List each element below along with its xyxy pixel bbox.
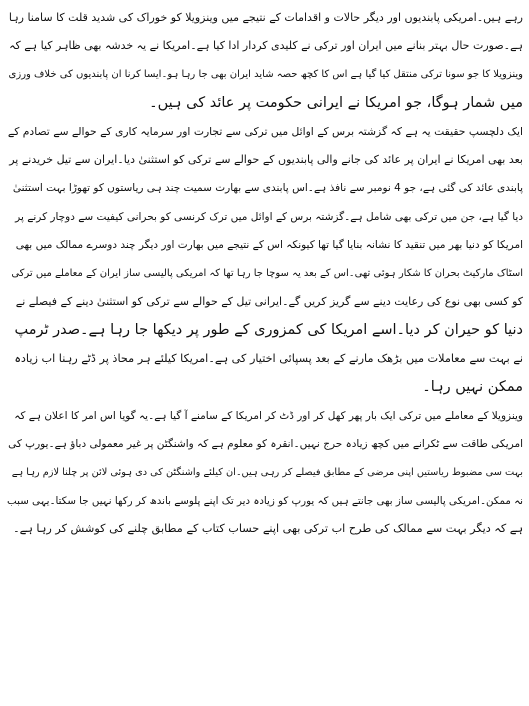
paragraph-1 [6,4,523,118]
text-line: بہت سی مضبوط ریاستیں اپنی مرضی کے مطابق فیصلے کر رہی ہیں۔ان کیلئے واشنگٹن کی دی ہوئی لائن پر چلنا لازم رہا ہے [11,466,523,478]
text-line: ہے۔صورت حال بہتر بنانے میں ایران اور ترکی نے کلیدی کردار ادا کیا ہے۔امریکا نے یہ خدشہ بھی ظاہر کیا ہے کہ [9,39,523,53]
article-body [6,4,523,702]
text-line: نے بہت سے معاملات میں بڑھک مارنے کے بعد پسپائی اختیار کی ہے۔امریکا کیلئے ہر محاذ پر ڈٹے رہنا اب زیادہ [14,351,523,365]
text-line: امریکا کو دنیا بھر میں تنقید کا نشانہ بنایا گیا تھا کیونکہ اس کے نتیجے میں بھارت اور دیگر چند دوسرے ممالک میں بھی [15,239,523,252]
text-line: رہے ہیں۔امریکی پابندیوں اور دیگر حالات و اقدامات کے نتیجے میں وینزویلا کو خوراک کی شدید قلت کا سامنا رہا [8,11,523,24]
text-line: ایک دلچسپ حقیقت یہ ہے کہ گزشتہ برس کے اوائل میں ترکی سے تجارت اور سرمایہ کاری کے حوالے سے تصادم کے [7,124,523,138]
text-line: نہ ممکن۔امریکی پالیسی ساز بھی جانتے ہیں کہ یورپ کو زیادہ دیر تک اپنے پلوسے باندھ کر رکھا نہیں جا سکتا۔یہی سبب [7,494,523,507]
text-line: دیا گیا ہے، جن میں ترکی بھی شامل ہے۔گزشتہ برس کے اوائل میں ترک کرنسی کو بحرانی کیفیت سے دوچار کرنے پر [15,210,523,223]
text-line: پابندی عائد کی گئی ہے، جو 4 نومبر سے نافذ ہے۔اس پابندی سے بھارت سمیت چند ہی ریاستوں کو تھوڑا بہت استثنیٰ [12,182,523,195]
text-line: ممکن نہیں رہا۔ [422,379,523,396]
text-line: بعد بھی امریکا نے ایران پر عائد کی جانے والی پابندیوں کے حوالے سے ترکی کو استثنیٰ دیا۔ایران سے تیل خریدنے پر [9,153,523,167]
text-line: کو کسی بھی نوع کی رعایت دینے سے گریز کریں گے۔ایرانی تیل کے حوالے سے ترکی کو استثنیٰ دینے کے فیصلے نے [15,295,523,309]
text-line: ہے کہ دیگر بہت سے ممالک کی طرح اب ترکی بھی اپنے حساب کتاب کے مطابق چلنے کی کوشش کر رہا ہے۔ [13,522,523,536]
text-line: میں شمار ہوگا، جو امریکا نے ایرانی حکومت پر عائد کی ہیں۔ [149,95,523,112]
text-line: امریکی طاقت سے ٹکرانے میں کچھ زیادہ حرج نہیں۔انقرہ کو معلوم ہے کہ واشنگٹن پر غیر معمولی دباؤ ہے۔یورپ کی [8,438,523,451]
paragraph-2 [6,118,523,345]
paragraph-3 [6,345,523,402]
text-line: اسٹاک مارکیٹ بحران کا شکار ہوئی تھی۔اس کے بعد یہ سوچا جا رہا تھا کہ امریکی پالیسی ساز ایران کے معاملے میں ترکی [11,267,523,279]
text-line: دنیا کو حیران کر دیا۔اسے امریکا کی کمزوری کے طور پر دیکھا جا رہا ہے۔صدر ٹرمپ [14,322,523,339]
paragraph-4 [6,402,523,544]
text-line: وینزویلا کے معاملے میں ترکی ایک بار پھر کھل کر اور ڈٹ کر امریکا کے سامنے آ گیا ہے۔یہ گویا اس امر کا اعلان ہے کہ [14,409,523,422]
text-line: وینزویلا کا جو سونا ترکی منتقل کیا گیا ہے اس کا کچھ حصہ شاید ایران بھی جا رہا ہو۔ایسا کرنا ان پابندیوں کی خلاف ورزی [8,68,523,80]
